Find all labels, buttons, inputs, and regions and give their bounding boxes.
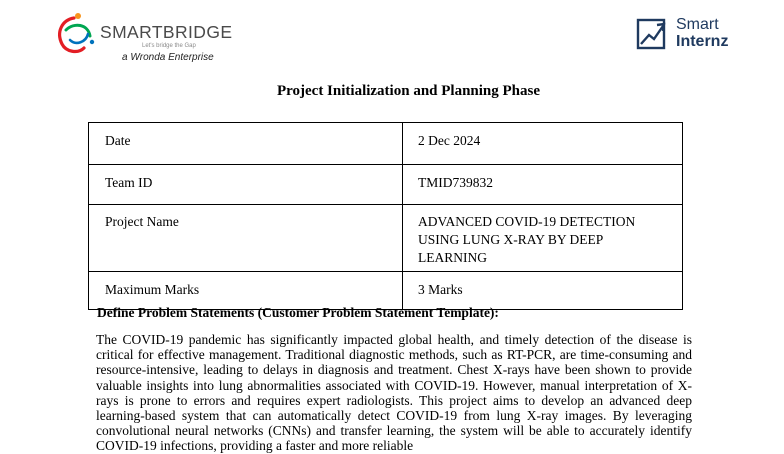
table-row [89, 123, 683, 165]
smartinternz-chart-icon [636, 18, 668, 50]
row-label: Team ID [89, 165, 403, 205]
section-heading: Define Problem Statements (Customer Problem Statement Template): [97, 305, 499, 320]
smartinternz-logo [636, 16, 756, 56]
table-row [89, 272, 683, 310]
row-label: Date [89, 123, 403, 165]
row-label: Maximum Marks [89, 272, 403, 310]
project-info-table [88, 122, 683, 310]
table-row [89, 205, 683, 272]
table-row [89, 165, 683, 205]
row-value: TMID739832 [403, 165, 683, 205]
smartbridge-swirl-icon [52, 12, 102, 58]
problem-statement-paragraph: The COVID-19 pandemic has significantly impacted global health, and timely detection of the disease is critical for effective management. Traditional diagnostic methods, such as RT-PCR, are time-consuming and resource-intensive, leading to delays in diagnosis and treatment. Chest X-rays have been shown to provide valuable insights into lung abnormalities associated with COVID-19. However, manual interpretation of X-rays is prone to errors and requires expert radiologists. This project aims to develop an advanced deep learning-based system that can automatically detect COVID-19 from lung X-ray images. By leveraging convolutional neural networks (CNNs) and transfer learning, the system will be able to accurately identify COVID-19 infections, providing a faster and more reliable [96, 332, 692, 454]
row-value: ADVANCED COVID-19 DETECTION USING LUNG X-RAY BY DEEP LEARNING [403, 205, 683, 272]
row-value: 3 Marks [403, 272, 683, 310]
brand-name: SMARTBRIDGE [100, 22, 233, 42]
row-value: 2 Dec 2024 [403, 123, 683, 165]
brand-subtitle: a Wronda Enterprise [122, 52, 214, 63]
smartbridge-logo [52, 12, 242, 66]
row-label: Project Name [89, 205, 403, 272]
smartinternz-line1: Smart [676, 16, 719, 33]
brand-tagline: Let's bridge the Gap [142, 43, 196, 49]
document-title: Project Initialization and Planning Phase [276, 83, 541, 99]
smartinternz-line2: Internz [676, 33, 729, 50]
